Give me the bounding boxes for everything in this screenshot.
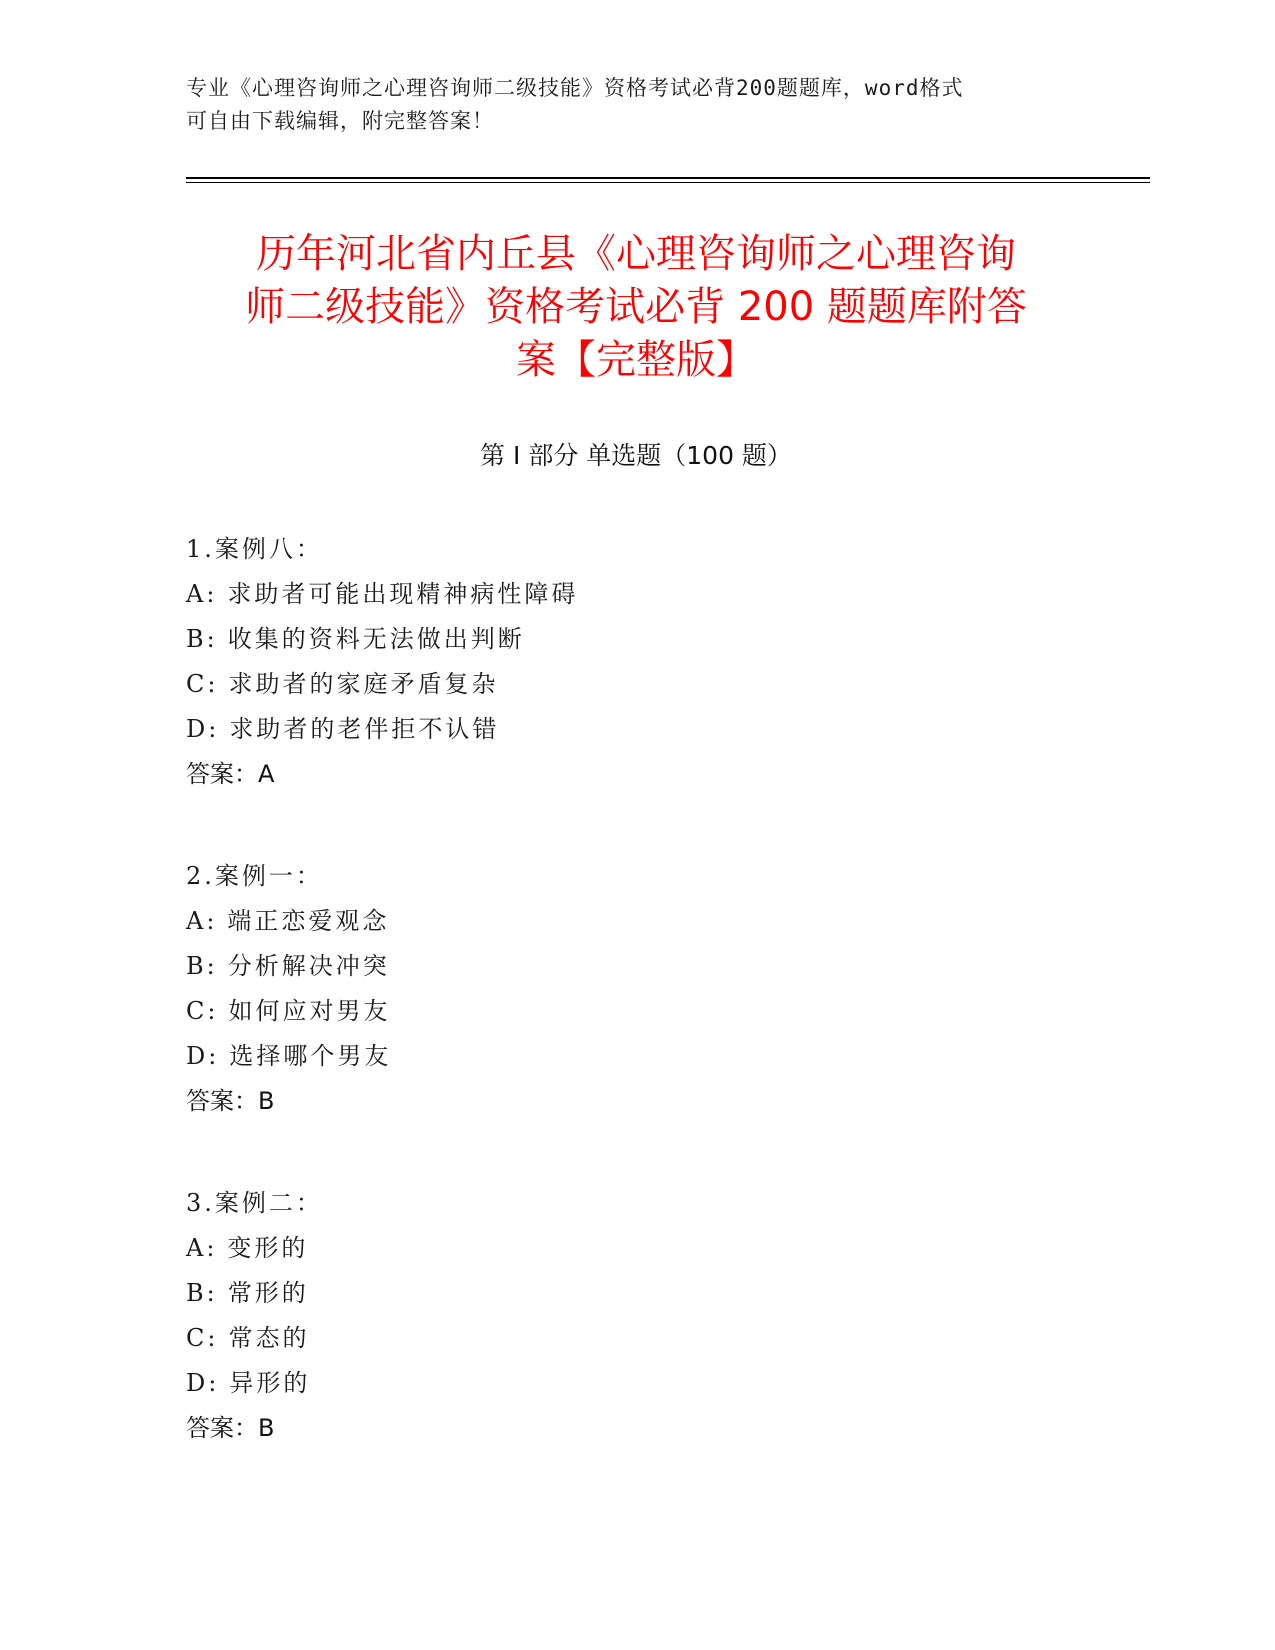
title-line-3: 案【完整版】 (516, 337, 756, 383)
option-text: 如何应对男友 (228, 997, 391, 1025)
title-line-1: 历年河北省内丘县《心理咨询师之心理咨询 (256, 231, 1016, 277)
option-a (186, 899, 1086, 944)
option-label: A: (186, 580, 218, 608)
option-label: C: (186, 997, 219, 1025)
header-divider-thin (186, 182, 1150, 183)
option-text: 求助者的老伴拒不认错 (229, 715, 500, 743)
option-label: A: (186, 1234, 218, 1262)
option-label: D: (186, 715, 220, 743)
answer: 答案：A (186, 760, 275, 788)
question-item-2 (186, 854, 1086, 1124)
header-divider-thick (186, 177, 1150, 179)
question-stem: 2.案例一： (186, 862, 323, 890)
option-label: B: (186, 625, 218, 653)
option-b (186, 1271, 1086, 1316)
intro-text (186, 72, 1066, 138)
document-title (186, 228, 1086, 387)
answer: 答案：B (186, 1087, 275, 1115)
option-d (186, 1361, 1086, 1406)
intro-line-2: 可自由下载编辑，附完整答案！ (186, 109, 494, 133)
option-label: D: (186, 1369, 220, 1397)
title-line-2: 师二级技能》资格考试必背 200 题题库附答 (245, 284, 1027, 330)
question-item-3 (186, 1181, 1086, 1451)
option-label: D: (186, 1042, 220, 1070)
option-b (186, 617, 1086, 662)
option-label: C: (186, 1324, 219, 1352)
option-a (186, 572, 1086, 617)
option-c (186, 1316, 1086, 1361)
option-label: B: (186, 952, 218, 980)
question-stem: 3.案例二： (186, 1189, 323, 1217)
option-b (186, 944, 1086, 989)
option-c (186, 662, 1086, 707)
option-text: 常形的 (227, 1279, 309, 1307)
option-text: 收集的资料无法做出判断 (227, 625, 525, 653)
question-stem: 1.案例八： (186, 535, 323, 563)
section-title: 第 I 部分 单选题（100 题） (480, 441, 792, 470)
option-text: 异形的 (229, 1369, 311, 1397)
option-label: A: (186, 907, 218, 935)
option-c (186, 989, 1086, 1034)
option-text: 选择哪个男友 (229, 1042, 392, 1070)
option-text: 求助者的家庭矛盾复杂 (228, 670, 499, 698)
question-list (186, 527, 1086, 1508)
answer: 答案：B (186, 1414, 275, 1442)
option-text: 求助者可能出现精神病性障碍 (227, 580, 579, 608)
option-d (186, 1034, 1086, 1079)
option-text: 分析解决冲突 (227, 952, 390, 980)
option-label: B: (186, 1279, 218, 1307)
option-d (186, 707, 1086, 752)
option-text: 常态的 (228, 1324, 310, 1352)
option-label: C: (186, 670, 219, 698)
option-a (186, 1226, 1086, 1271)
question-item-1 (186, 527, 1086, 797)
option-text: 变形的 (227, 1234, 309, 1262)
intro-line-1: 专业《心理咨询师之心理咨询师二级技能》资格考试必背200题题库，word格式 (186, 76, 964, 100)
option-text: 端正恋爱观念 (227, 907, 390, 935)
